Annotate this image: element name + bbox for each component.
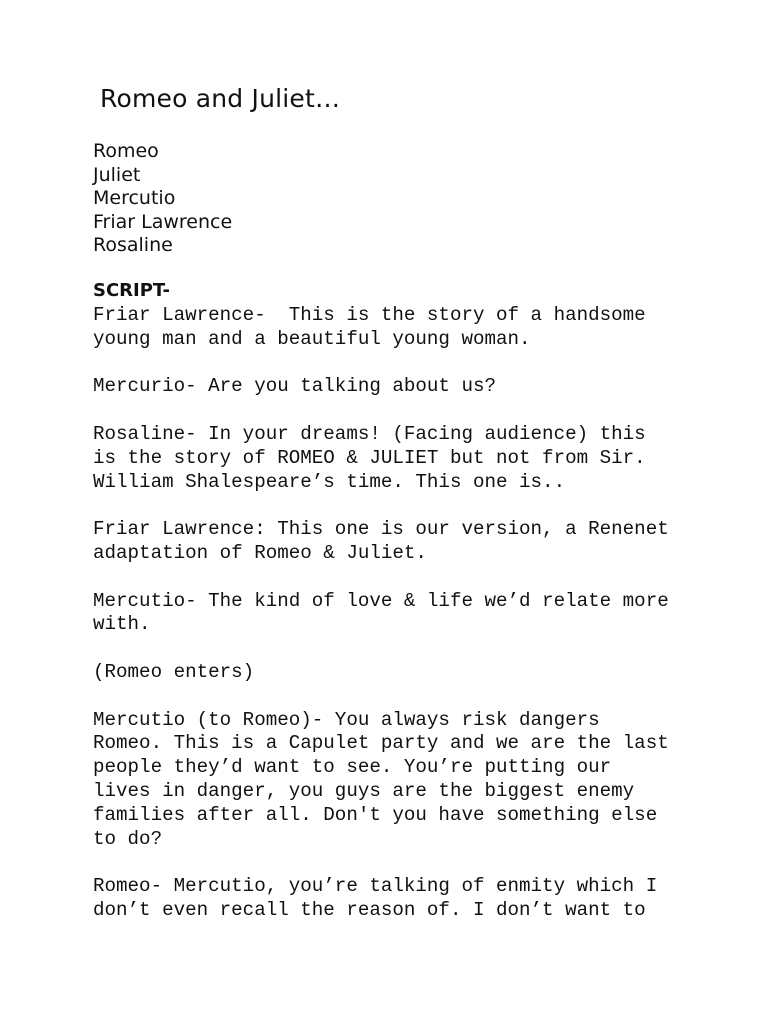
script-line: Friar Lawrence- This is the story of a handsome	[93, 304, 646, 326]
script-body	[93, 304, 733, 923]
script-line: to do?	[93, 827, 163, 850]
script-line	[93, 637, 733, 661]
script-line: William Shalespeare’s time. This one is..	[93, 470, 566, 493]
script-heading: SCRIPT-	[93, 280, 171, 301]
script-line	[93, 566, 733, 590]
script-line	[93, 494, 733, 518]
script-line	[93, 685, 733, 709]
script-line: is the story of ROMEO & JULIET but not from Sir.	[93, 446, 646, 469]
script-line	[93, 851, 733, 875]
cast-list	[93, 140, 232, 258]
script-line: with.	[93, 613, 151, 636]
script-line: Romeo- Mercutio, you’re talking of enmity which I	[93, 875, 658, 898]
script-line	[93, 399, 733, 423]
script-line: don’t even recall the reason of. I don’t want to	[93, 898, 646, 921]
script-line: families after all. Don't you have something else	[93, 803, 658, 826]
script-line: Rosaline- In your dreams! (Facing audience) this	[93, 422, 646, 445]
script-line: young man and a beautiful young woman.	[93, 327, 531, 350]
cast-member-mercutio: Mercutio	[93, 187, 176, 209]
script-line: people they’d want to see. You’re putting our	[93, 756, 612, 779]
script-line: Mercutio- The kind of love & life we’d relate more	[93, 589, 669, 612]
cast-member-romeo: Romeo	[93, 140, 159, 162]
cast-member-juliet: Juliet	[93, 163, 141, 186]
script-line: adaptation of Romeo & Juliet.	[93, 541, 427, 564]
script-line: Friar Lawrence: This one is our version, a Renenet	[93, 518, 669, 541]
script-line: lives in danger, you guys are the biggest enemy	[93, 779, 635, 802]
cast-member-rosaline: Rosaline	[93, 234, 173, 256]
document-title: Romeo and Juliet…	[100, 84, 341, 113]
cast-member-friar-lawrence: Friar Lawrence	[93, 210, 233, 233]
script-line: Romeo. This is a Capulet party and we are the last	[93, 732, 669, 755]
script-line: (Romeo enters)	[93, 660, 255, 683]
script-line: Mercurio- Are you talking about us?	[93, 375, 497, 398]
script-line	[93, 352, 733, 376]
script-line: Mercutio (to Romeo)- You always risk dangers	[93, 708, 600, 731]
